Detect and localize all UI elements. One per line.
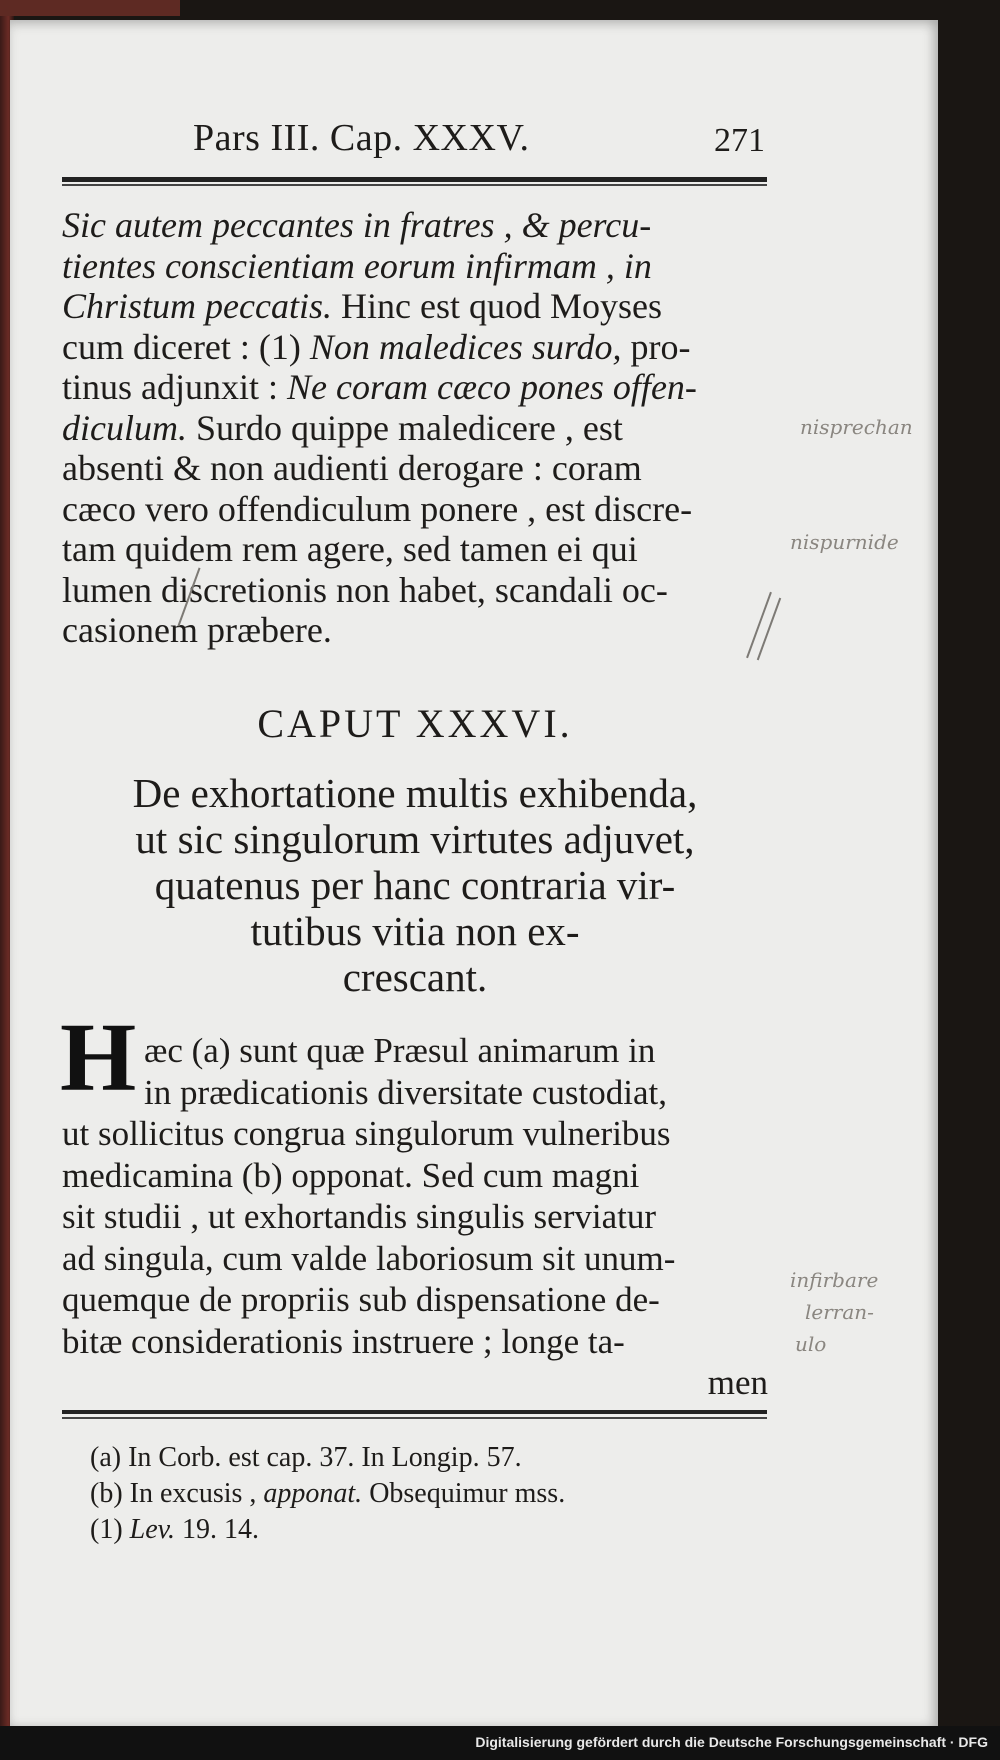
body-line <box>62 448 768 489</box>
paragraph-line: medicamina (b) opponat. Sed cum magni <box>62 1155 640 1195</box>
body-text <box>62 205 768 651</box>
subtitle-line: crescant. <box>342 954 488 1000</box>
chapter-paragraph <box>62 1030 768 1404</box>
subtitle-line: De exhortatione multis exhibenda, <box>132 770 698 816</box>
text-run: Hinc est quod Moyses <box>331 286 662 326</box>
text-run: apponat. <box>263 1478 363 1509</box>
text-run: (a) In Corb. est cap. 37. In Longip. 57. <box>90 1442 522 1473</box>
body-line <box>62 205 768 246</box>
body-line <box>62 327 768 368</box>
text-run: 19. 14. <box>175 1514 260 1545</box>
marginal-note: infirbare <box>790 1268 879 1292</box>
body-line <box>62 610 768 651</box>
text-run: cæco vero offendiculum ponere , est discre- <box>62 488 693 529</box>
text-run: tam quidem rem agere, sed tamen ei qui <box>62 529 638 569</box>
page-number: 271 <box>714 122 765 159</box>
text-run: cum diceret : (1) <box>62 326 310 367</box>
paragraph-line: æc (a) sunt quæ Præsul animarum in <box>144 1031 656 1070</box>
running-header <box>55 116 765 160</box>
footnote <box>90 1476 770 1512</box>
drop-capital: H <box>60 1004 137 1112</box>
chapter-subtitle <box>62 770 768 1000</box>
paragraph-line: in prædicationis diversitate custodiat, <box>144 1072 667 1112</box>
text-run: Non maledices surdo, <box>309 326 622 367</box>
paragraph-line: men <box>707 1363 768 1402</box>
chapter-title: CAPUT XXXVI. <box>257 701 573 746</box>
header-rule <box>62 177 767 182</box>
text-run: tinus adjunxit : <box>62 367 287 407</box>
text-run: diculum. <box>62 407 187 448</box>
header-title: Pars III. Cap. XXXV. <box>193 117 530 159</box>
header-rule-thin <box>62 184 767 186</box>
marginal-note: lerran- <box>805 1300 874 1324</box>
text-run: Lev. <box>129 1514 176 1545</box>
footnote-rule-thin <box>62 1417 767 1419</box>
footer-bar <box>0 1726 1000 1760</box>
text-run: Christum peccatis. <box>62 286 332 326</box>
body-line <box>62 529 768 570</box>
text-run: Surdo quippe maledicere , est <box>186 407 623 448</box>
marginal-note: nispurnide <box>790 530 899 554</box>
paragraph-line: quemque de propriis sub dispensatione de- <box>62 1280 660 1319</box>
text-run: lumen discretionis non habet, scandali oc- <box>62 569 668 610</box>
body-line <box>62 367 768 408</box>
footnotes <box>90 1440 770 1548</box>
footnote <box>90 1440 770 1476</box>
subtitle-line: quatenus per hanc contraria vir- <box>154 862 676 908</box>
paragraph-line: sit studii , ut exhortandis singulis serviatur <box>62 1197 656 1236</box>
text-run: casionem præbere. <box>62 610 332 650</box>
text-run: (b) In excusis , <box>90 1478 264 1509</box>
body-line <box>62 570 768 611</box>
subtitle-line: tutibus vitia non ex- <box>250 908 580 954</box>
footnote-rule <box>62 1410 767 1414</box>
footer-credit: Digitalisierung gefördert durch die Deutsche Forschungsgemeinschaft · DFG <box>475 1734 988 1750</box>
subtitle-line: ut sic singulorum virtutes adjuvet, <box>135 816 695 862</box>
paragraph-line: bitæ considerationis instruere ; longe ta- <box>62 1321 625 1361</box>
body-line <box>62 408 768 449</box>
marginal-note: ulo <box>795 1332 827 1356</box>
footnote <box>90 1512 770 1548</box>
body-line <box>62 246 768 287</box>
body-line <box>62 489 768 530</box>
book-cover-edge <box>0 0 180 16</box>
body-line <box>62 286 768 327</box>
text-run: absenti & non audienti derogare : coram <box>62 448 642 488</box>
text-run: pro- <box>621 326 691 367</box>
text-run: Sic autem peccantes in fratres , & percu- <box>62 205 652 245</box>
paragraph-line: ad singula, cum valde laboriosum sit unum- <box>62 1238 676 1278</box>
text-run: (1) <box>90 1514 130 1545</box>
paragraph-line: ut sollicitus congrua singulorum vulneribus <box>62 1114 671 1153</box>
marginal-note: nisprechan <box>800 415 913 439</box>
text-run: tientes conscientiam eorum infirmam , in <box>62 245 652 286</box>
text-run: Obsequimur mss. <box>362 1478 566 1509</box>
text-run: Ne coram cæco pones offen- <box>287 367 697 407</box>
